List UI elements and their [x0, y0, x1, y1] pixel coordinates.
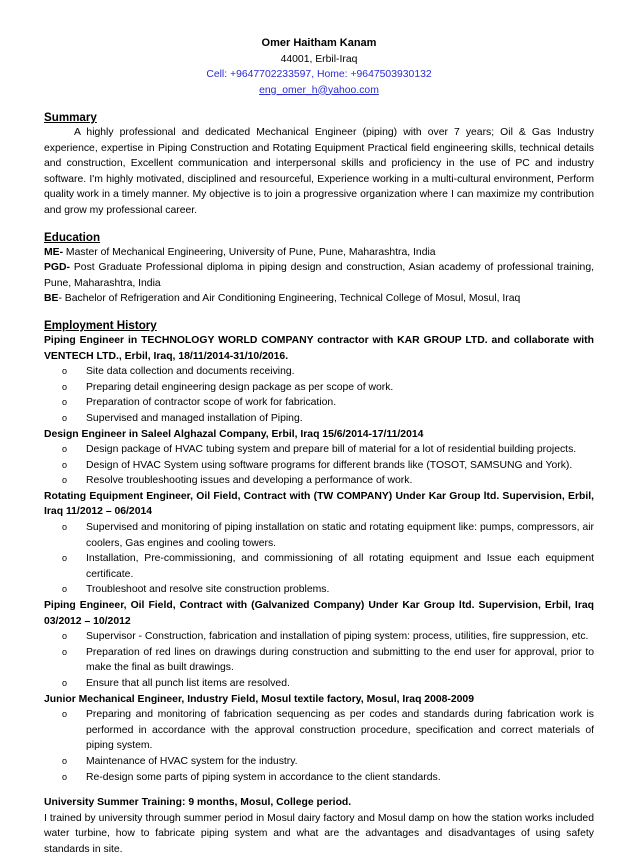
training-text: I trained by university through summer period in Mosul dairy factory and Mosul damp on how the station works included water turbine, how to fabricate piping system and what are the advantages and disadvantages of using safety standards in site. — [44, 812, 594, 855]
degree-text: Master of Mechanical Engineering, University of Pune, Pune, Maharashtra, India — [63, 246, 436, 258]
phone-numbers: Cell: +9647702233597, Home: +9647503930132 — [206, 69, 432, 80]
circle-bullet-icon: o — [62, 646, 68, 657]
duty-text: Site data collection and documents receiving. — [86, 366, 295, 378]
duty-item — [44, 770, 594, 786]
circle-bullet-icon: o — [62, 631, 68, 642]
job-title: Junior Mechanical Engineer, Industry Field, Mosul textile factory, Mosul, Iraq 2008-2009 — [44, 693, 474, 705]
duty-text: Design package of HVAC tubing system and prepare bill of material for a lot of residential building projects. — [86, 444, 577, 456]
education-item — [44, 245, 594, 261]
duty-text: Troubleshoot and resolve site construction problems. — [86, 584, 330, 596]
duty-text: Installation, Pre-commissioning, and commissioning of all rotating equipment and Issue each equipment certificate. — [86, 553, 594, 580]
duty-list — [44, 520, 594, 598]
duty-text: Supervised and managed installation of Piping. — [86, 412, 303, 424]
employment-heading: Employment History — [44, 318, 157, 332]
training-title: University Summer Training: 9 months, Mosul, College period. — [44, 797, 352, 809]
duty-item — [44, 520, 594, 551]
duty-text: Preparing detail engineering design package as per scope of work. — [86, 381, 394, 393]
duty-text: Design of HVAC System using software programs for different brands like (TOSOT, SAMSUNG and York). — [86, 459, 573, 471]
circle-bullet-icon: o — [62, 522, 68, 533]
duty-item — [44, 582, 594, 598]
education-heading: Education — [44, 230, 101, 244]
duty-item — [44, 707, 594, 754]
duty-text: Maintenance of HVAC system for the industry. — [86, 755, 298, 767]
job-title: Design Engineer in Saleel Alghazal Company, Erbil, Iraq 15/6/2014-17/11/2014 — [44, 428, 424, 440]
circle-bullet-icon: o — [62, 366, 68, 377]
duty-list — [44, 364, 594, 426]
job-list — [44, 333, 594, 785]
employment-section — [44, 318, 594, 785]
duty-item — [44, 380, 594, 396]
summary-section — [44, 110, 594, 219]
duty-list — [44, 442, 594, 489]
degree-label: BE — [44, 293, 59, 305]
address: 44001, Erbil-Iraq — [280, 53, 358, 65]
circle-bullet-icon: o — [62, 771, 68, 782]
duty-list — [44, 629, 594, 691]
summary-heading: Summary — [44, 111, 97, 124]
resume-header — [44, 36, 594, 98]
circle-bullet-icon: o — [62, 709, 68, 720]
duty-item — [44, 458, 594, 474]
circle-bullet-icon: o — [62, 459, 68, 470]
training-section — [44, 795, 594, 857]
duty-item — [44, 676, 594, 692]
duty-text: Preparation of contractor scope of work for fabrication. — [86, 397, 337, 409]
degree-label: PGD- — [44, 262, 70, 274]
duty-text: Supervised and monitoring of piping installation on static and rotating equipment like: pumps, compressors, air coolers, Gas engines and cooling towers. — [86, 522, 594, 549]
circle-bullet-icon: o — [62, 397, 68, 408]
candidate-name: Omer Haitham Kanam — [261, 37, 377, 49]
duty-item — [44, 395, 594, 411]
duty-item — [44, 551, 594, 582]
circle-bullet-icon: o — [62, 412, 68, 423]
degree-text: - Bachelor of Refrigeration and Air Conditioning Engineering, Technical College of Mosul, Mosul, Iraq — [58, 293, 521, 305]
circle-bullet-icon: o — [62, 381, 68, 392]
duty-text: Preparation of red lines on drawings during construction and submitting to the end user for approval, prior to make the final as built drawings. — [86, 646, 594, 674]
email-link[interactable]: eng_omer_h@yahoo.com — [259, 84, 379, 96]
education-item — [44, 260, 594, 291]
degree-label: ME- — [44, 246, 64, 258]
duty-text: Ensure that all punch list items are resolved. — [86, 678, 290, 689]
duty-text: Resolve troubleshooting issues and developing a performance of work. — [86, 475, 413, 487]
circle-bullet-icon: o — [62, 584, 68, 595]
circle-bullet-icon: o — [62, 444, 68, 455]
summary-text: A highly professional and dedicated Mechanical Engineer (piping) with over 7 years; Oil & Gas Industry experience, expertise in Piping Construction and Rotating Equipment Practical field engineering skills, technical details and construction, Excellent communication and interpersonal skills and proficiency in the use of PC and industry software. I'm highly motivated, disciplined and resourceful, Experience working in a multi-cultural environment, Perform quality work in a timely manner. My objective is to join a progressive organization where I can maximize my contribution and grow my professional career. — [44, 127, 594, 216]
duty-item — [44, 473, 594, 489]
education-section — [44, 230, 594, 307]
job-title: Piping Engineer in TECHNOLOGY WORLD COMPANY contractor with KAR GROUP LTD. and collaborate with VENTECH LTD., Erbil, Iraq, 18/11/2014-31/10/2016. — [44, 334, 594, 362]
duty-text: Supervisor - Construction, fabrication and installation of piping system: process, utilities, fire suppression, etc. — [86, 631, 589, 643]
degree-text: Post Graduate Professional diploma in piping design and construction, Asian academy of professional training, Pune, Maharashtra, India — [44, 262, 594, 289]
duty-item — [44, 442, 594, 458]
duty-item — [44, 629, 594, 645]
duty-item — [44, 364, 594, 380]
duty-item — [44, 645, 594, 676]
resume-page — [44, 36, 594, 858]
duty-item — [44, 754, 594, 770]
job-title: Rotating Equipment Engineer, Oil Field, Contract with (TW COMPANY) Under Kar Group ltd. Supervision, Erbil, Iraq 11/2012 – 06/2014 — [44, 490, 594, 518]
job-title: Piping Engineer, Oil Field, Contract with (Galvanized Company) Under Kar Group ltd. Supervision, Erbil, Iraq 03/2012 – 10/2012 — [44, 600, 594, 627]
circle-bullet-icon: o — [62, 755, 68, 766]
education-item — [44, 291, 594, 307]
duty-item — [44, 411, 594, 427]
duty-text: Preparing and monitoring of fabrication sequencing as per codes and standards during fabrication work is performed in accordance with the approval construction procedure, specification and correct materials of piping system. — [86, 709, 594, 752]
circle-bullet-icon: o — [62, 678, 68, 688]
circle-bullet-icon: o — [62, 475, 68, 486]
circle-bullet-icon: o — [62, 553, 68, 564]
duty-text: Re-design some parts of piping system in accordance to the client standards. — [86, 771, 441, 783]
duty-list — [44, 707, 594, 785]
